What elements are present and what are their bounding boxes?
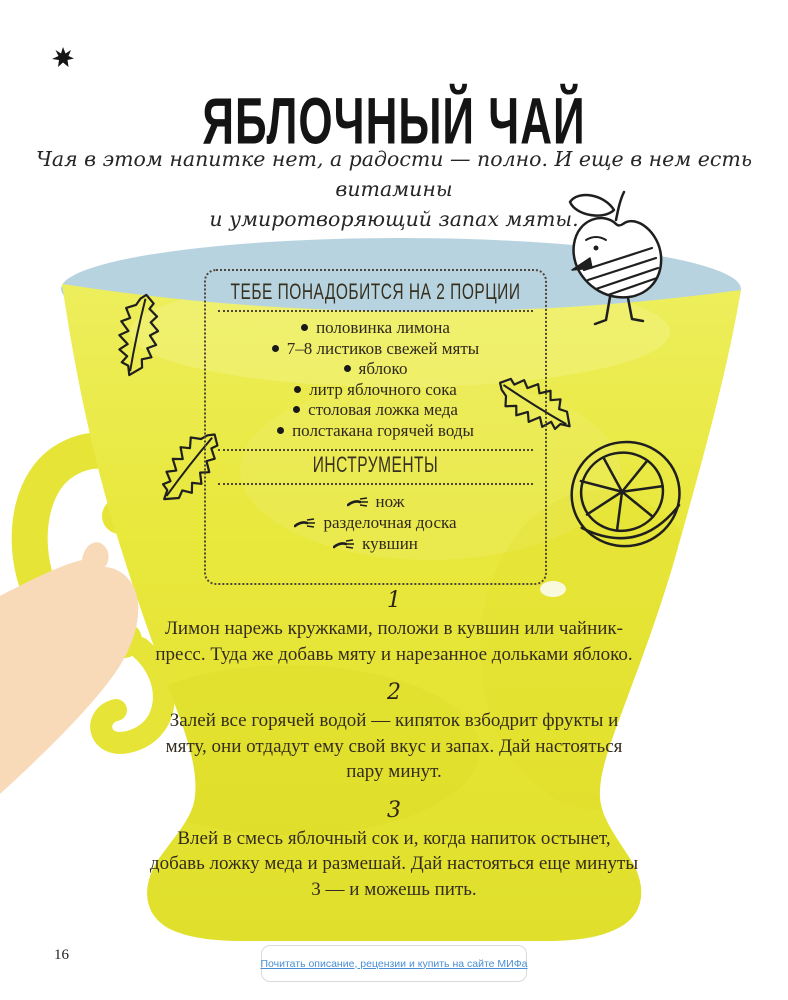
step-text: Влей в смесь яблочный сок и, когда напиток остынет, добавь ложку меда и размешай. Дай настояться еще минуты 3 — и можешь пить. xyxy=(149,827,639,900)
tool-item xyxy=(206,491,545,512)
ingredient-item xyxy=(206,318,545,339)
dotted-divider xyxy=(218,310,533,312)
bullet-icon xyxy=(344,365,351,372)
page-title: ЯБЛОЧНЫЙ ЧАЙ xyxy=(202,85,586,159)
ingredient-label: яблоко xyxy=(358,359,408,378)
ingredient-label: полстакана горячей воды xyxy=(292,420,474,440)
ingredient-label: литр яблочного сока xyxy=(309,379,457,399)
step-number: 2 xyxy=(387,680,401,705)
ingredient-label: столовая ложка меда xyxy=(308,400,458,419)
tool-label: кувшин xyxy=(362,534,418,553)
step-number: 1 xyxy=(387,588,401,613)
ingredient-item xyxy=(206,380,545,401)
tools-heading: ИНСТРУМЕНТЫ xyxy=(312,452,439,478)
dotted-divider xyxy=(218,483,533,485)
subtitle-line: и умиротворяющий запах мяты. xyxy=(209,207,579,231)
ingredients-list xyxy=(206,318,545,441)
fork-icon xyxy=(294,517,316,529)
star-icon xyxy=(52,46,74,68)
tool-item xyxy=(206,533,545,554)
tool-item xyxy=(206,512,545,533)
tool-label: разделочная доска xyxy=(323,513,457,532)
needs-heading: ТЕБЕ ПОНАДОБИТСЯ НА 2 ПОРЦИИ xyxy=(230,279,521,305)
ingredient-item xyxy=(206,421,545,442)
recipe-step xyxy=(149,798,639,903)
mif-link-tab xyxy=(261,945,527,982)
ingredient-item xyxy=(206,400,545,421)
bullet-icon xyxy=(293,406,300,413)
ingredient-item xyxy=(206,339,545,360)
fork-icon xyxy=(347,496,369,508)
ingredient-label: 7–8 листиков свежей мяты xyxy=(286,338,480,358)
page-number: 16 xyxy=(54,947,69,963)
tool-label: нож xyxy=(375,492,405,511)
step-text: Залей все горячей водой — кипяток взбодрит фрукты и мяту, они отдадут ему свой вкус и запах. Дай настояться пару минут. xyxy=(165,710,623,782)
subtitle-line: Чая в этом напитке нет, а радости — полно. И еще в нем есть витамины xyxy=(36,147,752,201)
bullet-icon xyxy=(272,345,279,352)
tools-list xyxy=(206,491,545,554)
step-number: 3 xyxy=(387,797,401,823)
mif-link[interactable]: Почитать описание, рецензии и купить на сайте МИФа xyxy=(260,957,528,970)
recipe-step xyxy=(149,680,639,785)
dotted-divider xyxy=(218,449,533,451)
fork-icon xyxy=(333,538,355,550)
ingredient-label: половинка лимона xyxy=(316,318,450,337)
ingredients-box xyxy=(204,269,547,585)
recipe-subtitle xyxy=(0,144,788,234)
recipe-steps xyxy=(149,588,639,915)
ingredient-item xyxy=(206,359,545,380)
step-text: Лимон нарежь кружками, положи в кувшин или чайник-пресс. Туда же добавь мяту и нарезанное дольками яблоко. xyxy=(155,618,633,665)
bullet-icon xyxy=(294,386,301,393)
bullet-icon xyxy=(301,324,308,331)
recipe-step xyxy=(149,588,639,667)
bullet-icon xyxy=(277,427,284,434)
